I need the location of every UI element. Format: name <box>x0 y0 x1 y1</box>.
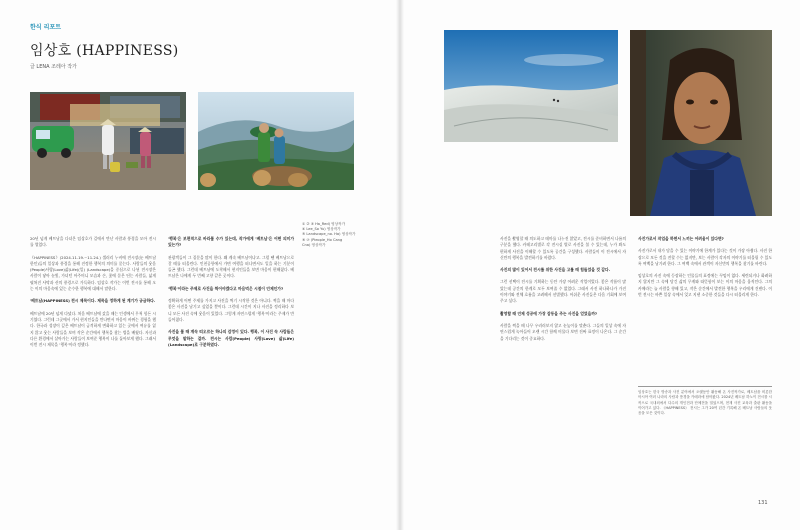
paragraph: 20년 넘게 베트남을 다녀온 임상호가 길에서 만난 사람과 풍경을 모아 전시를 열었다. <box>30 236 156 248</box>
tea-pickers-photo <box>198 92 354 190</box>
question-paragraph: '행복'이라는 주제로 사진을 찍어야겠다고 마음먹은 시점이 언제인가? <box>168 285 284 291</box>
paragraph: 관광객들이 그 질문을 많이 한다. 왜 계속 베트남이냐고. 그럴 땐 베트남으로 갈 때를 떠올린다. 인천공항에서 가면 여행을 떠나면서도 일을 하는 기분이 들곤 했다. 그런데 베트남에 도착해서 현지인들을 보면 마음이 편해졌다. 베트남은 나에게 두 번째 고향 같은 곳이다. <box>168 254 294 279</box>
page-number: 131 <box>758 500 768 506</box>
paragraph: 베트남에 20년 넘게 다녔다. 처음 베트남에 갔을 때는 인생에서 무척 힘든 시기였다. 그런데 그곳에서 가서 현지인들을 만나면서 마음이 바뀌는 경험을 했다. 한국과 성장이 깊은 베트남이 급격하게 변화하고 있는 곳에서 여유를 잃지 않고 웃는 사람들을 보며 작은 순간에서 행복을 찾는 법을 배웠다. 자신과 다른 환경에서 살아가는 사람들이 보여준 행복이 나를 돌아보게 했다. 그래서 이번 전시 제목을 '행복'이라 정했다. <box>30 310 156 348</box>
sand-dunes-photo <box>444 30 618 142</box>
caption-line: ① ② ③ Ha_Red) 영상작가 <box>302 222 346 226</box>
right-page <box>400 0 800 530</box>
paragraph: 정확하게 어떤 주제를 가지고 사진을 찍기 시작한 것은 아니다. 찍을 때 마다 좋은 사진을 남기고 싶었을 뿐이다. 그런데 시간이 지나 사진을 정리하다 보니 모든 사진 속에 웃음이 있었다. 그렇게 자연스럽게 '행복'이라는 주제가 만들어졌다. <box>168 298 294 322</box>
caption-line: ④ Lee_So Yu) 영상작가 <box>302 227 341 232</box>
photo-caption <box>302 222 372 248</box>
question-paragraph: '행복'은 보편적으로 바라볼 수가 있는데, 작가에게 '베트남'은 어떤 의미가 있는가? <box>168 236 294 248</box>
caption-line: Cna) 영상작가 <box>302 242 326 247</box>
caption-line: ⑤ Landscape_no. Ha) 영상작가 <box>302 232 356 237</box>
author-note: 임상호는 한국 방송과 사진 분야에서 오랫동안 활동해 온 사진작가로, 베트남을 비롯한 아시아 여러 나라의 사람과 풍경을 카메라에 담아왔다. 2024년 베트남 하노이 전시를 시작으로 국내외에서 다수의 개인전과 단체전을 열었으며, 현재 사진 교육과 출판 활동을 이어가고 있다. 《HAPPINESS》 전시는 그가 20여 년간 기록해 온 베트남 사람들의 웃음을 모은 것이다. <box>638 390 772 416</box>
market-street-photo <box>30 92 186 190</box>
caption-line: ⑥ ⑦ (Pieople_Ho Cang <box>302 237 343 242</box>
right-column-2 <box>638 236 772 304</box>
paragraph: 임상호의 사진 속에 등장하는 인물들의 표정에는 꾸밈이 없다. 세련되거나 화려하지 않지만 그 속에 담긴 삶의 무게와 따뜻함이 보는 이의 마음을 움직인다. 그의 카메라는 늘 사람을 향해 있고, 작은 순간에서 발견한 행복을 우리에게 건넨다. 이번 전시는 바쁜 일상 속에서 잊고 지낸 소중한 것들을 다시 떠올리게 한다. <box>638 273 772 298</box>
question-paragraph: '베트남(HAPPINESS) 전시 제목이다. 제목을 정하게 된 계기가 궁금하다. <box>30 298 156 304</box>
section-label: 한식 리포트 <box>30 24 62 31</box>
paragraph: 사진을 촬영할 때 의도하고 테마를 나누진 않았고, 전시를 준비하면서 나름의 구분을 했다. 카테고리별로 각 전시실 별로 사진을 볼 수 있는데, 누가 봐도 편하게 사진을 이해할 수 있도록 공간을 구성했다. 사람들이 이 전시에서 자신만의 행복을 발견하기를 바랐다. <box>500 236 626 260</box>
question-paragraph: 사진가로서 작업을 하면서 느끼는 어려움이 있다면? <box>638 236 724 241</box>
page-gutter <box>396 0 404 530</box>
paragraph: 사람을 찍을 때 나무 우러러보지 않고 눈높이를 맞춘다. 그들의 일상 속에 자연스럽게 녹아들어 오랜 시간 함께 머물다 보면 진짜 표정이 나온다. 그 순간을 기다리는 것이 중요하다. <box>500 322 626 341</box>
byline: 글 LENA 조레아 작가 <box>30 64 77 70</box>
right-column-1 <box>500 236 626 348</box>
paragraph: 《HAPPINESS》(2024.11.19.~11.24.) 셀러리 누비에 전시장(눈 베트남 한인)들의 일상과 풍경을 통해 진정한 행복의 의미를 묻는다. 사람들의 웃음(People)사랑(Love)삶(Life)(일) (Landscape)을 중심으로 나뉜 전시장은 사람이 닿아 눈빛, 가녀던 아주머니 모습과 손, 꽃에 묻은 딘는 사람들, 넓게 펼쳐진 사막과 산의 풍경으로 가득하다. 임상호 작가는 이번 전시를 통해 오는 이의 마음속에 있는 순수한 행복에 대해서 말한다. <box>30 254 156 292</box>
note-divider <box>638 386 772 387</box>
article-title: 임상호 (HAPPINESS) <box>30 43 179 59</box>
question-paragraph: 사진의 많이 있어서 전시를 위한 사진을 고를 때 힘들었을 것 같다. <box>500 267 611 273</box>
left-column-2 <box>168 236 294 354</box>
paragraph: 그런 선택이 전시를 기획하는 동안 가장 어려운 작업이었다. 좋은 작품이 많았는데 공간의 한계로 모두 보여줄 수 없었다. 그래서 사진 하나하나가 가진 이야기와 전체 흐름을 고려해서 선별했다. 아쉬운 사진들은 다음 기회에 보여주고 싶다. <box>500 279 626 304</box>
question-paragraph: 촬영할 때 언제 성공에 가장 감동을 주는 사진을 얻었을까? <box>500 310 598 316</box>
left-column-1 <box>30 236 156 354</box>
paragraph: 사진가로서 내가 담을 수 있는 이야기에 한계가 있다는 것이 가장 아쉽다. 사진 한 장으로 모든 것을 전할 수는 없지만, 보는 사람이 각자의 이야기를 떠올릴 수 있도록 여백을 남기려 한다. 그 여백 속에서 관객이 자신만의 행복을 찾기를 바란다. <box>638 248 772 266</box>
question-paragraph: 사진을 볼 때 계속 떠오르는 하나의 감정이 있다. 행복, 이 사진 속 사람들은 무엇을 말하는 걸까. 전시는 사람(People) 사랑(Love) 삶(Life) (Landscape)로 구분하였다. <box>168 329 294 347</box>
girl-portrait-photo <box>630 30 772 216</box>
